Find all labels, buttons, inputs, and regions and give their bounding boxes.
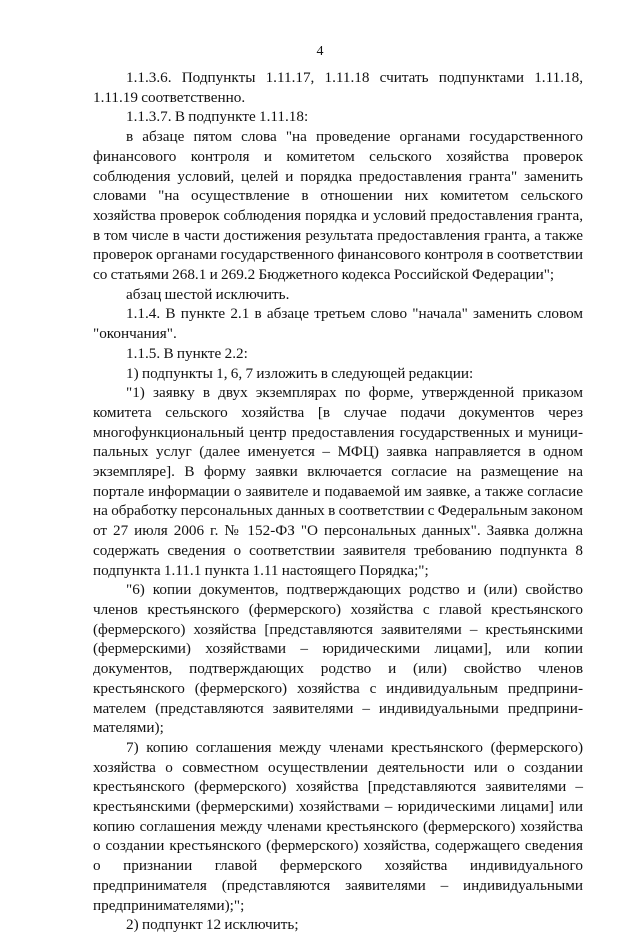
document-body — [93, 68, 583, 935]
paragraph-abzac-shestoi: абзац шестой исключить. — [126, 285, 290, 303]
paragraph-subitems-intro: 1) подпункты 1, 6, 7 изложить в следующей редакции: — [126, 364, 474, 382]
page-number: 4 — [316, 44, 324, 59]
paragraph-subitem-12-excluded: 2) подпункт 12 исключить; — [126, 916, 299, 934]
paragraph-1-1-3-6: 1.1.3.6. Подпункты 1.11.17, 1.11.18 считать подпунктами 1.11.18, 1.11.19 соответственно. — [93, 69, 583, 106]
paragraph-1-1-5: 1.1.5. В пункте 2.2: — [126, 344, 248, 362]
paragraph-1-1-4: 1.1.4. В пункте 2.1 в абзаце третьем слово "начала" заменить словом "окончания". — [93, 305, 583, 343]
paragraph-subitem-6: "6) копии документов, подтверждающих родство и (или) свойство членов крестьянского (фермерского) хозяйства с главой крестьянского (фермерского) хозяйства [представляются заявителями – крестьянскими (фермерскими) хозяйствами – юридическими лицами], или копии документов, подтверждающих родство и (или) свойство членов крестьянского (фермерского) хозяйства с индивидуальным предпринимателем (представляются заявителями – индивидуальными предпринимателями); — [93, 581, 583, 737]
paragraph-abzac-pyatyi: в абзаце пятом слова "на проведение органами государственного финансового контроля и комитетом сельского хозяйства проверок соблюдения условий, целей и порядка предоставления гранта" заменить словами "на осуществление в отношении них комитетом сельского хозяйства проверок соблюдения порядка и условий предоставления гранта, в том числе в части достижения результата предоставления гранта, а также проверок органами государственного финансового контроля в соответствии со статьями 268.1 и 269.2 Бюджетного кодекса Российской Федерации"; — [93, 128, 583, 284]
paragraph-subitem-7: 7) копию соглашения между членами крестьянского (фермерского) хозяйства о совместном осуществлении деятельности или о создании крестьянского (фермерского) хозяйства [представляются заявителями – крестьянскими (фермерскими) хозяйствами – юридическими лицами] или копию соглашения между членами крестьянского (фермерского) хозяйства о создании крестьянского (фермерского) хозяйства, содержащего сведения о признании главой фермерского хозяйства индивидуального предпринимателя (представляются заявителями – индивидуальными предпринимателями);"; — [93, 738, 583, 914]
paragraph-subitem-1: "1) заявку в двух экземплярах по форме, утвержденной приказом комитета сельского хозяйства [в случае подачи документов через многофункциональный центр предоставления государственных и муниципальных услуг (далее именуется – МФЦ) заявка направляется в одном экземпляре]. В форму заявки включается согласие на размещение на портале информации о заявителе и подаваемой им заявке, а также согласие на обработку персональных данных в соответствии с Федеральным законом от 27 июля 2006 г. № 152-ФЗ "О персональных данных". Заявка должна содержать сведения о соответствии заявителя требованию подпункта 8 подпункта 1.11.1 пункта 1.11 настоящего Порядка;"; — [93, 384, 583, 579]
paragraph-1-1-3-7: 1.1.3.7. В подпункте 1.11.18: — [126, 108, 309, 126]
